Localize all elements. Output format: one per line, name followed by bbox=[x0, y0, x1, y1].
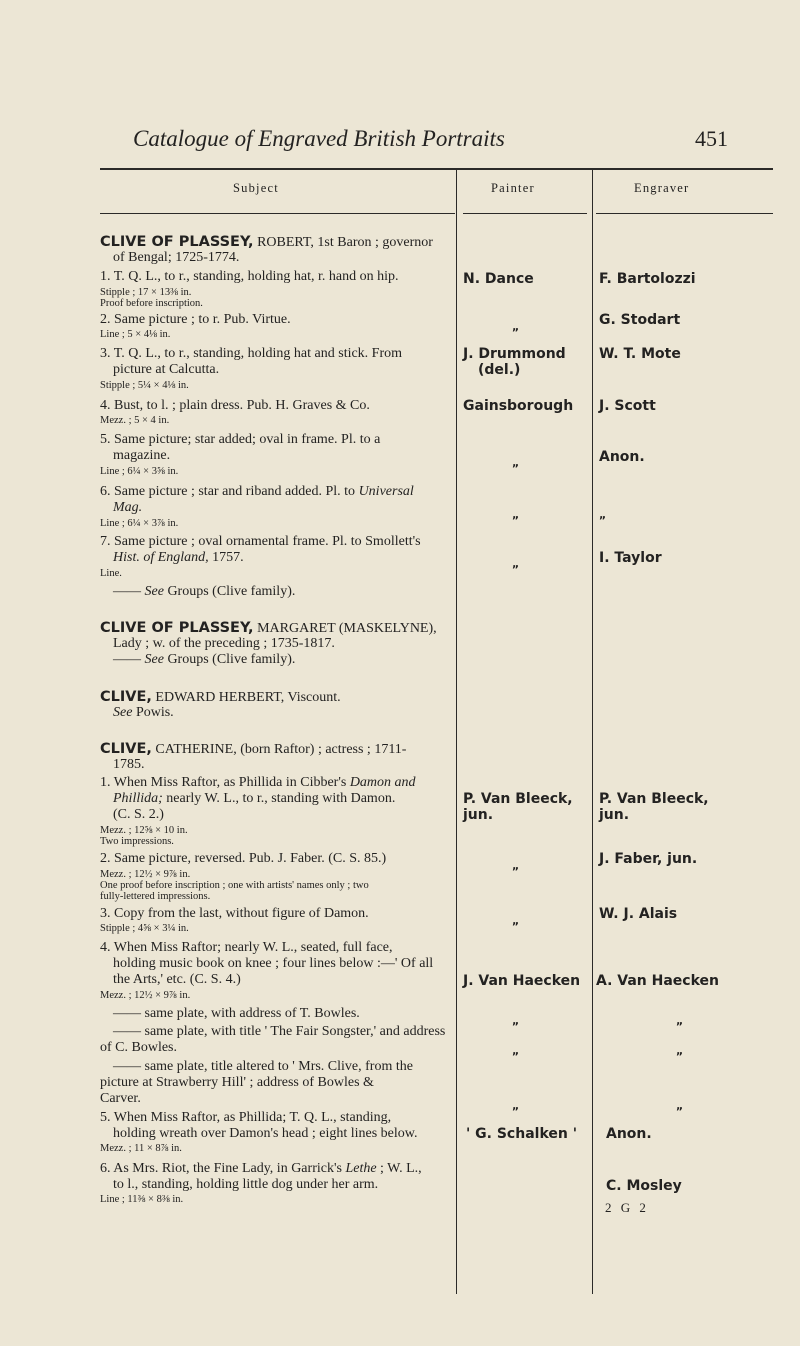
item-medium: Stipple ; 17 × 13⅜ in. bbox=[100, 287, 192, 298]
engraver-name: C. Mosley bbox=[606, 1178, 682, 1194]
item-description: picture at Calcutta. bbox=[113, 362, 220, 377]
item-text: same plate, with title ' The Fair Songster,' and address bbox=[144, 1024, 446, 1039]
column-divider-1 bbox=[456, 169, 457, 1294]
item-description: 5. When Miss Raftor, as Phillida; T. Q. L., standing, bbox=[100, 1110, 392, 1125]
item-medium: Mezz. ; 12⅝ × 10 in. bbox=[100, 825, 188, 836]
ditto-mark: „ bbox=[512, 1099, 520, 1112]
entry-dates: of Bengal; 1725-1774. bbox=[113, 250, 240, 265]
item-reference: (C. S. 2.) bbox=[113, 807, 164, 822]
ditto-mark: „ bbox=[512, 320, 520, 333]
item-description: holding music book on knee ; four lines below :—' Of all bbox=[113, 956, 434, 971]
column-header-subject: Subject bbox=[233, 181, 279, 195]
item-text: ; W. L., bbox=[376, 1161, 422, 1176]
entry-name: CLIVE OF PLASSEY, bbox=[100, 620, 254, 636]
entry-name: CLIVE OF PLASSEY, bbox=[100, 234, 254, 250]
item-description bbox=[113, 550, 244, 566]
item-description: 2. Same picture ; to r. Pub. Virtue. bbox=[100, 312, 291, 327]
cross-reference bbox=[113, 705, 174, 721]
subject-head-rule bbox=[100, 213, 455, 214]
engraver-name: W. T. Mote bbox=[599, 346, 681, 362]
item-variant: —— same plate, with address of T. Bowles. bbox=[113, 1006, 360, 1021]
ditto-mark: „ bbox=[512, 859, 520, 872]
item-variant-cont: Carver. bbox=[100, 1091, 141, 1106]
item-variant: —— same plate, title altered to ' Mrs. Clive, from the bbox=[113, 1059, 413, 1074]
item-text: same plate, with address of T. Bowles. bbox=[144, 1006, 360, 1021]
ditto-mark: „ bbox=[676, 1099, 684, 1112]
entry-name-rest: ROBERT, 1st Baron ; governor bbox=[253, 235, 433, 250]
ditto-mark: „ bbox=[676, 1044, 684, 1057]
item-medium: Line ; 6¼ × 3⅞ in. bbox=[100, 518, 179, 529]
item-description: the Arts,' etc. (C. S. 4.) bbox=[113, 972, 241, 987]
item-description bbox=[100, 775, 416, 791]
cross-reference bbox=[113, 652, 295, 668]
engraver-name: G. Stodart bbox=[599, 312, 681, 328]
engraver-name: F. Bartolozzi bbox=[599, 271, 696, 287]
item-description bbox=[113, 791, 395, 807]
entry-name: CLIVE, bbox=[100, 741, 152, 757]
engraver-name: A. Van Haecken bbox=[596, 973, 719, 989]
item-variant: —— same plate, with title ' The Fair Songster,' and address bbox=[113, 1024, 446, 1039]
item-medium: Line. bbox=[100, 568, 122, 579]
painter-head-rule bbox=[463, 213, 587, 214]
cross-reference bbox=[113, 584, 295, 600]
running-title-part: Engraved British Portraits bbox=[258, 126, 505, 151]
item-description bbox=[100, 1161, 422, 1177]
item-text: 6. Same picture ; star and riband added. Pl. to bbox=[100, 484, 359, 499]
cross-reference-target: Groups (Clive family). bbox=[163, 652, 296, 667]
entry-name-rest: MARGARET (MASKELYNE), bbox=[253, 621, 437, 636]
item-description bbox=[100, 484, 414, 500]
painter-name: Gainsborough bbox=[463, 398, 574, 414]
cross-reference-target: Powis. bbox=[132, 705, 174, 720]
item-note: One proof before inscription ; one with artists' names only ; two bbox=[100, 880, 369, 891]
engraver-name: Anon. bbox=[606, 1126, 652, 1142]
item-text: 1757. bbox=[208, 550, 244, 565]
ditto-mark: „ bbox=[512, 914, 520, 927]
item-description: 7. Same picture ; oval ornamental frame. Pl. to Smollett's bbox=[100, 534, 421, 549]
item-medium: Mezz. ; 5 × 4 in. bbox=[100, 415, 170, 426]
item-title-italic: Phillida; bbox=[113, 791, 163, 806]
entry-dates: 1785. bbox=[113, 757, 145, 772]
engraver-name: P. Van Bleeck, bbox=[599, 791, 709, 807]
engraver-name: jun. bbox=[599, 807, 630, 823]
item-medium: Line ; 6¼ × 3⅝ in. bbox=[100, 466, 179, 477]
painter-name: P. Van Bleeck, bbox=[463, 791, 573, 807]
painter-name: J. Van Haecken bbox=[463, 973, 581, 989]
engraver-name: W. J. Alais bbox=[599, 906, 678, 922]
item-title-italic: Damon and bbox=[349, 775, 416, 790]
ditto-mark: „ bbox=[676, 1014, 684, 1027]
entry-heading bbox=[100, 741, 406, 758]
item-note: Two impressions. bbox=[100, 836, 174, 847]
entry-dates: Lady ; w. of the preceding ; 1735-1817. bbox=[113, 636, 335, 651]
ditto-mark: „ bbox=[512, 557, 520, 570]
painter-name: N. Dance bbox=[463, 271, 534, 287]
signature-mark: 2 G 2 bbox=[605, 1200, 649, 1215]
engraver-name: J. Faber, jun. bbox=[599, 851, 698, 867]
ditto-mark: „ bbox=[512, 508, 520, 521]
item-text: same plate, title altered to ' Mrs. Clive, from the bbox=[144, 1059, 413, 1074]
item-description: 3. T. Q. L., to r., standing, holding hat and stick. From bbox=[100, 346, 403, 361]
column-header-painter: Painter bbox=[491, 181, 535, 195]
item-text: 6. As Mrs. Riot, the Fine Lady, in Garrick's bbox=[100, 1161, 346, 1176]
running-title-part: of bbox=[234, 126, 253, 151]
item-description: to l., standing, holding little dog under her arm. bbox=[113, 1177, 379, 1192]
item-medium: Mezz. ; 12½ × 9⅞ in. bbox=[100, 869, 191, 880]
engraver-name: Anon. bbox=[599, 449, 645, 465]
item-medium: Line ; 5 × 4⅛ in. bbox=[100, 329, 171, 340]
cross-reference-target: Groups (Clive family). bbox=[163, 584, 296, 599]
entry-name: CLIVE, bbox=[100, 689, 152, 705]
engraver-head-rule bbox=[596, 213, 773, 214]
item-variant-cont: of C. Bowles. bbox=[100, 1040, 177, 1055]
item-medium: Stipple ; 5¼ × 4⅛ in. bbox=[100, 380, 189, 391]
running-title bbox=[133, 126, 505, 152]
item-text: nearly W. L., to r., standing with Damon. bbox=[162, 791, 396, 806]
page-number: 451 bbox=[695, 126, 728, 151]
item-description: magazine. bbox=[113, 448, 171, 463]
engraver-name: J. Scott bbox=[599, 398, 656, 414]
item-description: 5. Same picture; star added; oval in frame. Pl. to a bbox=[100, 432, 381, 447]
engraver-name: I. Taylor bbox=[599, 550, 662, 566]
item-note: fully-lettered impressions. bbox=[100, 891, 211, 902]
entry-heading bbox=[100, 234, 433, 251]
item-description: 2. Same picture, reversed. Pub. J. Faber. (C. S. 85.) bbox=[100, 851, 387, 866]
entry-heading bbox=[100, 689, 341, 706]
painter-role: (del.) bbox=[478, 362, 521, 378]
item-title-italic: Universal bbox=[358, 484, 414, 499]
item-title-italic: Lethe bbox=[345, 1161, 377, 1176]
cross-reference-dash: —— bbox=[113, 584, 141, 599]
item-medium: Stipple ; 4⅝ × 3¼ in. bbox=[100, 923, 189, 934]
item-title-italic: Hist. of England, bbox=[113, 550, 209, 565]
painter-name: J. Drummond bbox=[463, 346, 566, 362]
entry-name-rest: EDWARD HERBERT, Viscount. bbox=[151, 690, 341, 705]
item-medium: Mezz. ; 11 × 8⅞ in. bbox=[100, 1143, 182, 1154]
item-title-italic: Mag. bbox=[113, 500, 143, 515]
item-text: 1. When Miss Raftor, as Phillida in Cibber's bbox=[100, 775, 350, 790]
entry-heading bbox=[100, 620, 437, 637]
ditto-mark: „ bbox=[512, 456, 520, 469]
item-note: Proof before inscription. bbox=[100, 298, 203, 309]
item-description: 3. Copy from the last, without figure of Damon. bbox=[100, 906, 369, 921]
painter-name: ' G. Schalken ' bbox=[466, 1126, 577, 1142]
top-rule bbox=[100, 168, 773, 170]
cross-reference-see: See bbox=[144, 584, 164, 599]
item-description: holding wreath over Damon's head ; eight lines below. bbox=[113, 1126, 418, 1141]
painter-name: jun. bbox=[463, 807, 494, 823]
item-medium: Mezz. ; 12½ × 9⅞ in. bbox=[100, 990, 191, 1001]
ditto-mark: „ bbox=[512, 1014, 520, 1027]
item-description: 4. Bust, to l. ; plain dress. Pub. H. Graves & Co. bbox=[100, 398, 370, 413]
running-title-part: Catalogue bbox=[133, 126, 229, 151]
item-description: 4. When Miss Raftor; nearly W. L., seated, full face, bbox=[100, 940, 393, 955]
item-variant-cont: picture at Strawberry Hill' ; address of Bowles & bbox=[100, 1075, 374, 1090]
cross-reference-see: See bbox=[144, 652, 164, 667]
cross-reference-dash: —— bbox=[113, 652, 141, 667]
item-medium: Line ; 11⅜ × 8⅜ in. bbox=[100, 1194, 184, 1205]
cross-reference-see: See bbox=[113, 705, 133, 720]
column-header-engraver: Engraver bbox=[634, 181, 690, 195]
item-description: 1. T. Q. L., to r., standing, holding hat, r. hand on hip. bbox=[100, 269, 399, 284]
ditto-mark: „ bbox=[512, 1044, 520, 1057]
ditto-mark: „ bbox=[599, 508, 607, 521]
entry-name-rest: CATHERINE, (born Raftor) ; actress ; 1711- bbox=[151, 742, 407, 757]
column-divider-2 bbox=[592, 169, 593, 1294]
